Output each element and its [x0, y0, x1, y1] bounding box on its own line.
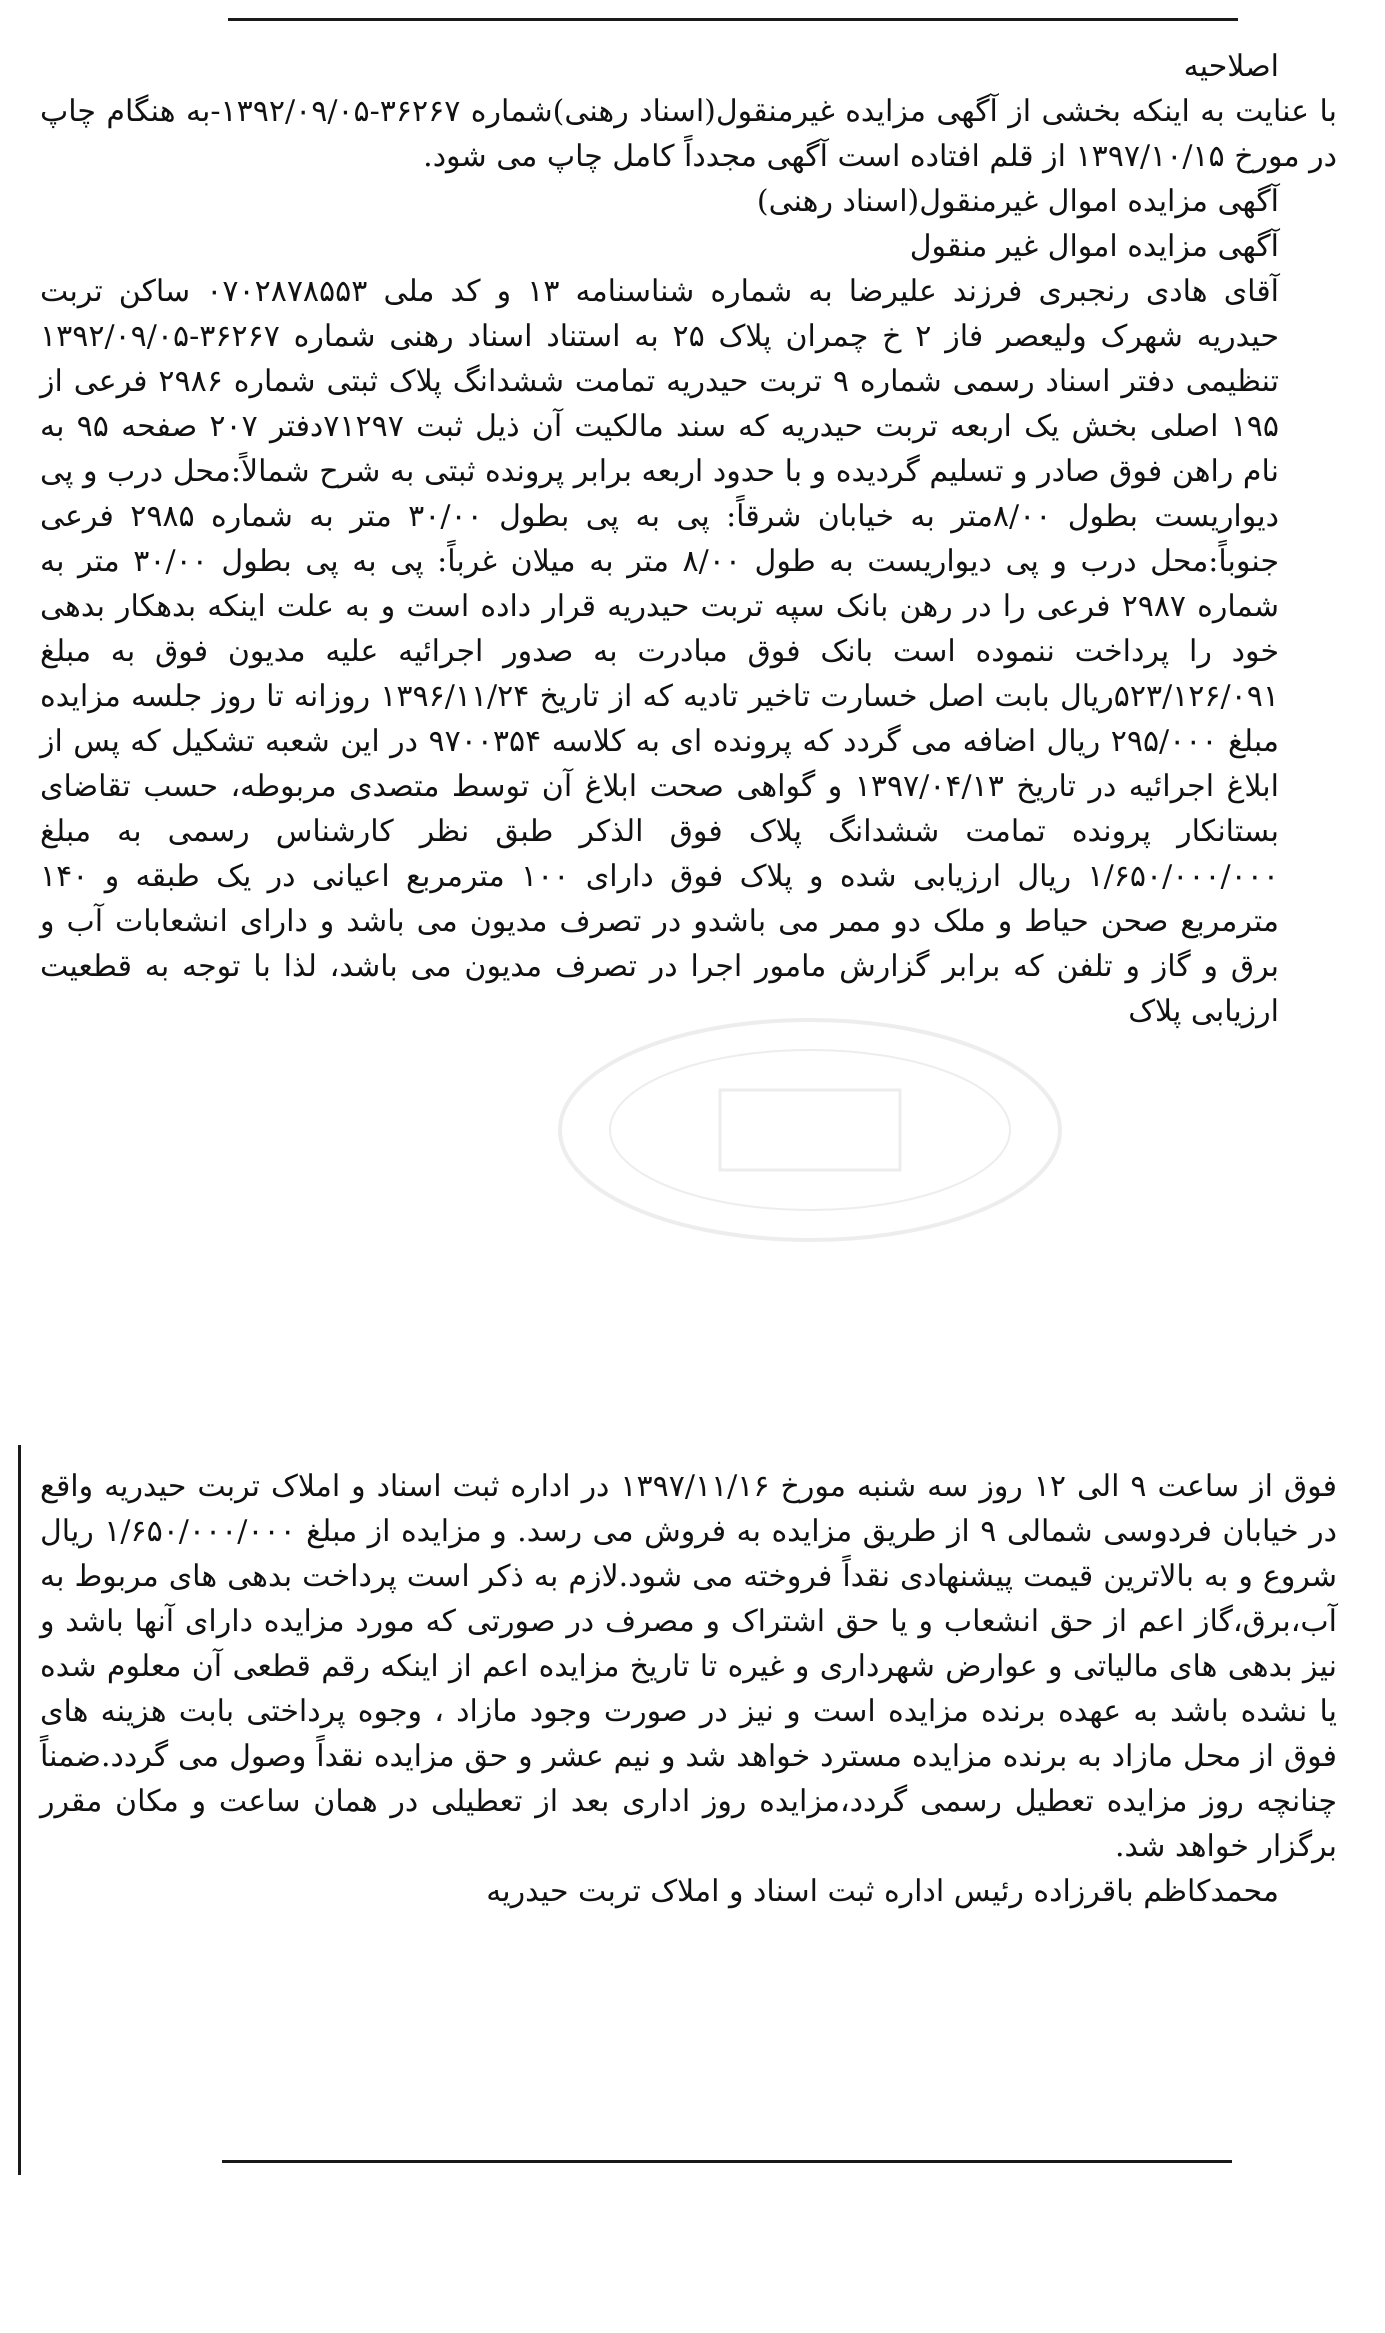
lower-text-block [40, 1464, 1337, 1914]
correction-title: اصلاحیه [1183, 49, 1279, 84]
notice-body-part-1: آقای هادی رنجبری فرزند علیرضا به شماره شناسنامه ۱۳ و کد ملی ۰۷۰۲۸۷۸۵۵۳ ساکن تربت حیدریه شهرک ولیعصر فاز ۲ خ چمران پلاک ۲۵ به استناد اسناد رهنی شماره ۳۶۲۶۷-۱۳۹۲/۰۹/۰۵ تنظیمی دفتر اسناد رسمی شماره ۹ تربت حیدریه تمامت ششدانگ پلاک ثبتی شماره ۲۹۸۶ فرعی از ۱۹۵ اصلی بخش یک اربعه تربت حیدریه که سند مالکیت آن ذیل ثبت ۷۱۲۹۷دفتر ۲۰۷ صفحه ۹۵ به نام راهن فوق صادر و تسلیم گردیده و با حدود اربعه برابر پرونده ثبتی به شرح شمالاً:محل درب و پی دیواریست بطول ۸/۰۰متر به خیابان شرقاً: پی به پی بطول ۳۰/۰۰ متر به شماره ۲۹۸۵ فرعی جنوباً:محل درب و پی دیواریست به طول ۸/۰۰ متر به میلان غرباً: پی به پی بطول ۳۰/۰۰ متر به شماره ۲۹۸۷ فرعی را در رهن بانک سپه تربت حیدریه قرار داده است و به علت اینکه بدهکار بدهی خود را پرداخت ننموده است بانک فوق مبادرت به صدور اجرائیه علیه مدیون فوق به مبلغ ۵۲۳/۱۲۶/۰۹۱ریال بابت اصل خسارت تاخیر تادیه که از تاریخ ۱۳۹۶/۱۱/۲۴ روزانه تا روز جلسه مزایده مبلغ ۲۹۵/۰۰۰ ریال اضافه می گردد که پرونده ای به کلاسه ۹۷۰۰۳۵۴ در این شعبه تشکیل که پس از ابلاغ اجرائیه در تاریخ ۱۳۹۷/۰۴/۱۳ و گواهی صحت ابلاغ آن توسط متصدی مربوطه، حسب تقاضای بستانکار پرونده تمامت ششدانگ پلاک فوق الذکر طبق نظر کارشناس رسمی به مبلغ ۱/۶۵۰/۰۰۰/۰۰۰ ریال ارزیابی شده و پلاک فوق دارای ۱۰۰ مترمربع اعیانی در یک طبقه و ۱۴۰ مترمربع صحن حیاط و ملک دو ممر می باشدو در تصرف مدیون می باشد و دارای انشعابات آب و برق و گاز و تلفن که برابر گزارش مامور اجرا در تصرف مدیون می باشد، لذا با توجه به قطعیت ارزیابی پلاک [40, 274, 1280, 1029]
watermark-seal-icon [530, 1000, 1090, 1260]
signature-line: محمدکاظم باقرزاده رئیس اداره ثبت اسناد و املاک تربت حیدریه [486, 1874, 1279, 1909]
bottom-divider [222, 2160, 1232, 2163]
upper-text-block [40, 44, 1337, 1034]
notice-heading-2: آگهی مزایده اموال غیر منقول [909, 229, 1279, 264]
notice-body-part-2: فوق از ساعت ۹ الی ۱۲ روز سه شنبه مورخ ۱۳۹۷/۱۱/۱۶ در اداره ثبت اسناد و املاک تربت حیدریه واقع در خیابان فردوسی شمالی ۹ از طریق مزایده به فروش می رسد. و مزایده از مبلغ ۱/۶۵۰/۰۰۰/۰۰۰ ریال شروع و به بالاترین قیمت پیشنهادی نقداً فروخته می شود.لازم به ذکر است پرداخت بدهی های مربوط به آب،برق،گاز اعم از حق انشعاب و یا حق اشتراک و مصرف در صورتی که مورد مزایده دارای آنها باشد و نیز بدهی های مالیاتی و عوارض شهرداری و غیره تا تاریخ مزایده اعم از اینکه رقم قطعی آن معلوم شده یا نشده باشد به عهده برنده مزایده است و نیز در صورت وجود مازاد ، وجوه پرداختی بابت هزینه های فوق از محل مازاد به برنده مزایده مسترد خواهد شد و نیم عشر و حق مزایده نقداً وصول می گردد.ضمناً چنانچه روز مزایده تعطیل رسمی گردد،مزایده روز اداری بعد از تعطیلی در همان ساعت و مکان مقرر برگزار خواهد شد. [40, 1469, 1338, 1864]
notice-heading-1: آگهی مزایده اموال غیرمنقول(اسناد رهنی) [756, 184, 1279, 219]
correction-body: با عنایت به اینکه بخشی از آگهی مزایده غیرمنقول(اسناد رهنی)شماره ۳۶۲۶۷-۱۳۹۲/۰۹/۰۵-به هنگام چاپ در مورخ ۱۳۹۷/۱۰/۱۵ از قلم افتاده است آگهی مجدداً کامل چاپ می شود. [40, 94, 1337, 174]
top-divider [228, 18, 1238, 21]
side-divider [18, 1445, 21, 2175]
